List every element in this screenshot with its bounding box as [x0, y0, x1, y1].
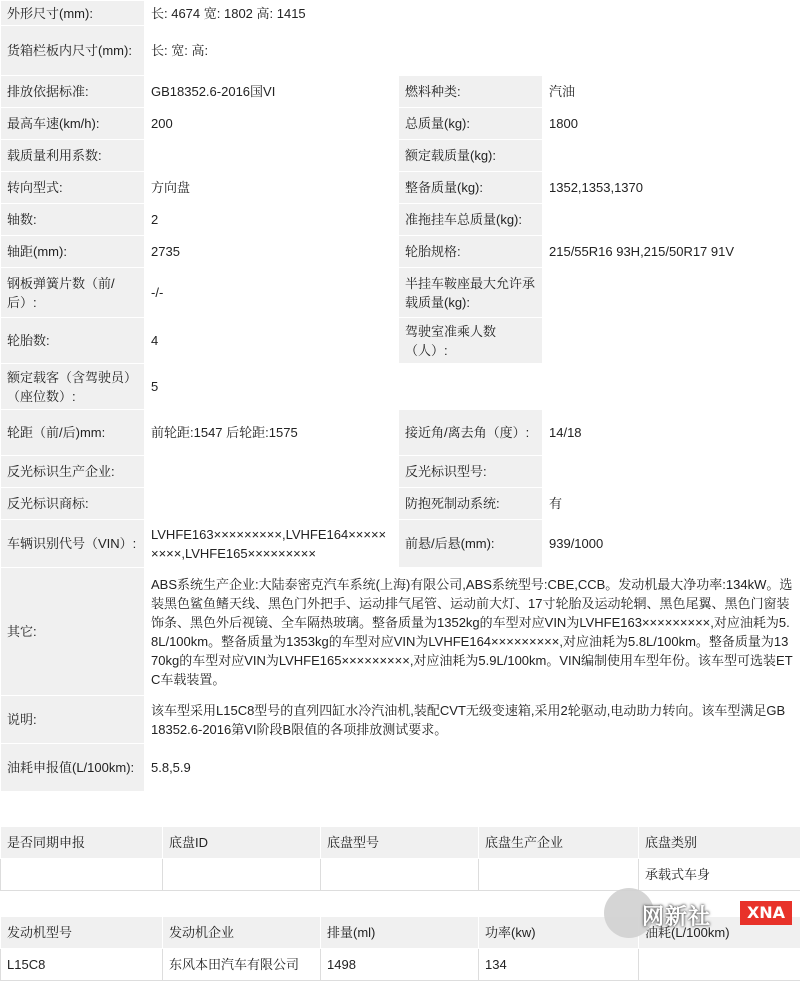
saddle-value [543, 268, 800, 318]
spec-row-axles [1, 204, 800, 236]
spec-row-note [1, 696, 800, 744]
spec-row-emission [1, 76, 800, 108]
chassis-header-same-period: 是否同期申报 [1, 827, 163, 859]
chassis-header-row [1, 827, 800, 859]
reflector-model-value [543, 456, 800, 488]
reflector-maker-label: 反光标识生产企业: [1, 456, 145, 488]
engine-header-fuel-consumption: 油耗(L/100km) [639, 917, 800, 949]
curb-mass-label: 整备质量(kg): [399, 172, 543, 204]
springs-value: -/- [145, 268, 399, 318]
emission-label: 排放依据标准: [1, 76, 145, 108]
spec-row-seats [1, 364, 800, 410]
axles-label: 轴数: [1, 204, 145, 236]
fuel-cons-value: 5.8,5.9 [145, 744, 800, 792]
overhang-label: 前悬/后悬(mm): [399, 520, 543, 568]
spec-row-steering [1, 172, 800, 204]
other-label: 其它: [1, 568, 145, 696]
fuel-value: 汽油 [543, 76, 800, 108]
speed-value: 200 [145, 108, 399, 140]
chassis-cell-id [163, 859, 321, 891]
engine-header-maker: 发动机企业 [163, 917, 321, 949]
watermark-text: 网新社 [642, 900, 711, 931]
engine-cell-model: L15C8 [1, 949, 163, 981]
reflector-maker-value [145, 456, 399, 488]
rated-load-value [543, 140, 800, 172]
watermark [604, 886, 794, 940]
springs-label: 钢板弹簧片数（前/后）: [1, 268, 145, 318]
reflector-brand-label: 反光标识商标: [1, 488, 145, 520]
cab-value [543, 318, 800, 364]
seats-label: 额定载客（含驾驶员）（座位数）: [1, 364, 145, 410]
chassis-header-id: 底盘ID [163, 827, 321, 859]
chassis-header-model: 底盘型号 [321, 827, 479, 859]
wheelbase-label: 轴距(mm): [1, 236, 145, 268]
chassis-table [0, 826, 800, 891]
spec-row-other [1, 568, 800, 696]
spec-row-wheelbase [1, 236, 800, 268]
dimensions-value: 长: 4674 宽: 1802 高: 1415 [145, 1, 800, 26]
cargo-value: 长: 宽: 高: [145, 26, 800, 76]
tire-spec-value: 215/55R16 93H,215/50R17 91V [543, 236, 800, 268]
spec-row-abs [1, 488, 800, 520]
tire-count-label: 轮胎数: [1, 318, 145, 364]
spec-row-tires [1, 318, 800, 364]
spec-row-springs [1, 268, 800, 318]
chassis-header-category: 底盘类别 [639, 827, 800, 859]
track-value: 前轮距:1547 后轮距:1575 [145, 410, 399, 456]
trailer-value [543, 204, 800, 236]
spec-row-reflector [1, 456, 800, 488]
cargo-label: 货箱栏板内尺寸(mm): [1, 26, 145, 76]
reflector-brand-value [145, 488, 399, 520]
cab-label: 驾驶室准乘人数（人）: [399, 318, 543, 364]
engine-header-power: 功率(kw) [479, 917, 639, 949]
spec-row-load [1, 140, 800, 172]
spec-row-track [1, 410, 800, 456]
load-util-label: 载质量利用系数: [1, 140, 145, 172]
reflector-model-label: 反光标识型号: [399, 456, 543, 488]
curb-mass-value: 1352,1353,1370 [543, 172, 800, 204]
engine-header-model: 发动机型号 [1, 917, 163, 949]
abs-label: 防抱死制动系统: [399, 488, 543, 520]
engine-header-displacement: 排量(ml) [321, 917, 479, 949]
chassis-cell-category: 承载式车身 [639, 859, 800, 891]
angle-value: 14/18 [543, 410, 800, 456]
spec-row-vin [1, 520, 800, 568]
axles-value: 2 [145, 204, 399, 236]
chassis-header-maker: 底盘生产企业 [479, 827, 639, 859]
fuel-label: 燃料种类: [399, 76, 543, 108]
engine-cell-maker: 东风本田汽车有限公司 [163, 949, 321, 981]
vin-label: 车辆识别代号（VIN）: [1, 520, 145, 568]
saddle-label: 半挂车鞍座最大允许承载质量(kg): [399, 268, 543, 318]
tire-count-value: 4 [145, 318, 399, 364]
spec-row-cargo [1, 26, 800, 76]
spec-row-speed [1, 108, 800, 140]
abs-value: 有 [543, 488, 800, 520]
tire-spec-label: 轮胎规格: [399, 236, 543, 268]
steering-label: 转向型式: [1, 172, 145, 204]
engine-cell-power: 134 [479, 949, 639, 981]
spec-row-dimensions [1, 1, 800, 26]
engine-cell-displacement: 1498 [321, 949, 479, 981]
vin-value: LVHFE163×××××××××,LVHFE164×××××××××,LVHFE165××××××××× [145, 520, 399, 568]
total-mass-value: 1800 [543, 108, 800, 140]
other-value: ABS系统生产企业:大陆泰密克汽车系统(上海)有限公司,ABS系统型号:CBE,CCB。发动机最大净功率:134kW。选装黑色鲨鱼鳍天线、黑色门外把手、运动排气尾管、运动前大灯、17寸轮胎及运动轮辋、黑色尾翼、黑色门窗装饰条、黑色外后视镜、全车隔热玻璃。整备质量为1352kg的车型对应VIN为LVHFE163×××××××××,对应油耗为5.8L/100km。整备质量为1353kg的车型对应VIN为LVHFE164×××××××××,对应油耗为5.8L/100km。整备质量为1370kg的车型对应VIN为LVHFE165×××××××××,对应油耗为5.9L/100km。VIN编制使用车型年份。该车型可选装ETC车载装置。 [145, 568, 800, 696]
speed-label: 最高车速(km/h): [1, 108, 145, 140]
rated-load-label: 额定载质量(kg): [399, 140, 543, 172]
watermark-badge: XNA [740, 901, 792, 925]
load-util-value [145, 140, 399, 172]
total-mass-label: 总质量(kg): [399, 108, 543, 140]
steering-value: 方向盘 [145, 172, 399, 204]
chassis-cell-same-period [1, 859, 163, 891]
angle-label: 接近角/离去角（度）: [399, 410, 543, 456]
fuel-cons-label: 油耗申报值(L/100km): [1, 744, 145, 792]
overhang-value: 939/1000 [543, 520, 800, 568]
chassis-cell-model [321, 859, 479, 891]
seats-value: 5 [145, 364, 800, 410]
note-value: 该车型采用L15C8型号的直列四缸水冷汽油机,装配CVT无级变速箱,采用2轮驱动,电动助力转向。该车型满足GB 18352.6-2016第VI阶段B限值的各项排放测试要求。 [145, 696, 800, 744]
trailer-label: 准拖挂车总质量(kg): [399, 204, 543, 236]
track-label: 轮距（前/后)mm: [1, 410, 145, 456]
emission-value: GB18352.6-2016国VI [145, 76, 399, 108]
spec-row-fuel-consumption [1, 744, 800, 792]
note-label: 说明: [1, 696, 145, 744]
dimensions-label: 外形尺寸(mm): [1, 1, 145, 26]
wheelbase-value: 2735 [145, 236, 399, 268]
